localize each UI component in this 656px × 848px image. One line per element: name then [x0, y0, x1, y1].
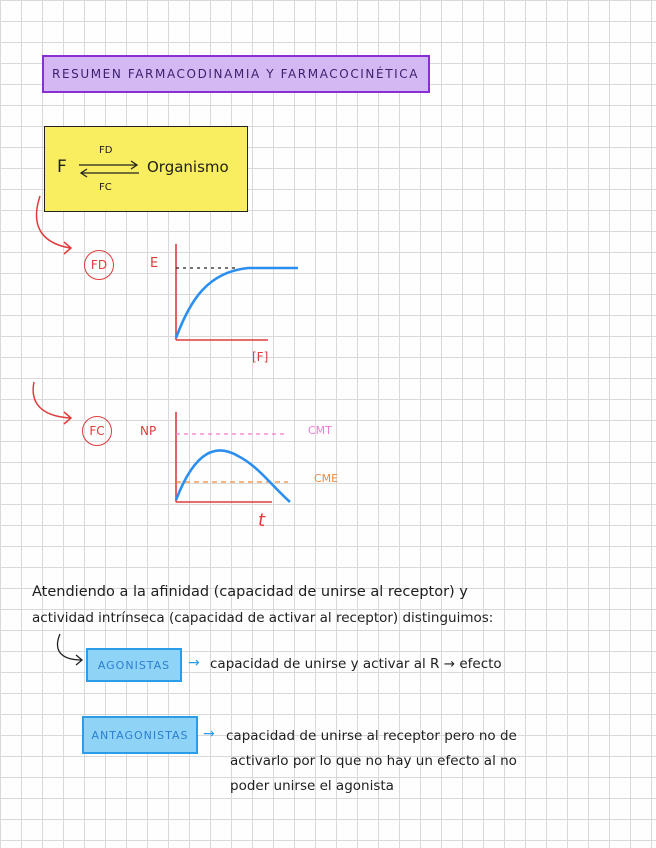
agonists-description: capacidad de unirse y activar al R → efecto: [210, 656, 502, 672]
hook-arrow-icon: [52, 630, 88, 670]
paragraph-line-1: Atendiendo a la afinidad (capacidad de unirse al receptor) y: [32, 584, 468, 600]
agonists-label-box: [86, 648, 182, 682]
fc-x-label: t: [258, 510, 266, 531]
page-title: RESUMEN FARMACODINAMIA Y FARMACOCINÉTICA: [52, 67, 420, 81]
antagonists-description-line-1: capacidad de unirse al receptor pero no de: [226, 728, 517, 744]
relation-right: Organismo: [147, 158, 229, 176]
antagonists-description-line-3: poder unirse el agonista: [230, 778, 394, 794]
fc-badge: FC: [82, 416, 112, 446]
curved-arrow-fc-icon: [26, 376, 86, 436]
cmt-label: CMT: [308, 424, 332, 437]
fd-x-label: [F]: [252, 350, 269, 364]
antagonists-description-line-2: activarlo por lo que no hay un efecto al no: [230, 753, 517, 769]
agonists-arrow-icon: →: [188, 655, 200, 671]
curved-arrow-fd-icon: [26, 190, 86, 260]
antagonists-arrow-icon: →: [203, 726, 215, 742]
agonists-label: AGONISTAS: [97, 658, 171, 672]
relation-top-label: FD: [99, 145, 113, 156]
fd-curve: [176, 268, 298, 338]
fd-y-label: E: [150, 256, 159, 271]
relation-left: F: [57, 157, 67, 177]
fc-y-label: NP: [140, 424, 157, 438]
antagonists-label: ANTAGONISTAS: [91, 728, 189, 742]
fc-curve: [176, 450, 290, 502]
paragraph-line-2: actividad intrínseca (capacidad de activar al receptor) distinguimos:: [32, 610, 494, 626]
fd-graph: [168, 240, 308, 350]
fd-badge: FD: [84, 250, 114, 280]
cme-label: CME: [314, 472, 339, 485]
fc-graph: [168, 408, 308, 508]
antagonists-label-box: [82, 716, 198, 754]
relation-bottom-label: FC: [99, 182, 112, 193]
double-arrow-icon: [75, 157, 145, 181]
title-banner: [42, 55, 430, 93]
